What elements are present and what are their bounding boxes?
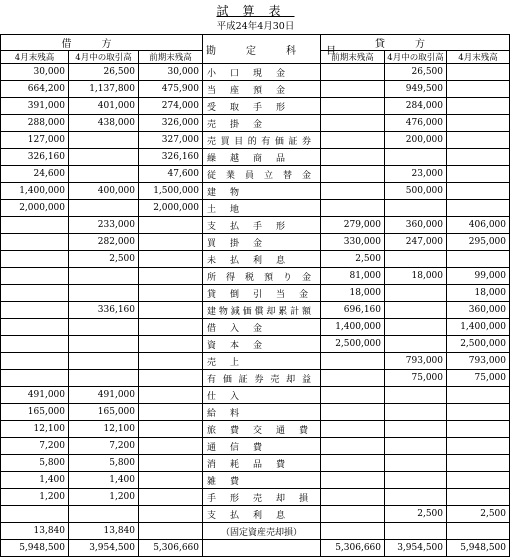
table-row bbox=[1, 81, 510, 98]
amount-cell: 284,000 bbox=[385, 98, 447, 115]
amount-cell bbox=[447, 251, 510, 268]
amount-cell: 1,400,000 bbox=[321, 319, 385, 336]
amount-cell: 81,000 bbox=[321, 268, 385, 285]
amount-cell: 1,400,000 bbox=[1, 183, 69, 200]
amount-cell: 2,000,000 bbox=[139, 200, 203, 217]
table-row bbox=[1, 438, 510, 455]
amount-cell bbox=[139, 455, 203, 472]
account-name-cell bbox=[203, 540, 321, 557]
amount-cell: 1,400,000 bbox=[447, 319, 510, 336]
account-name-cell: 繰越商品 bbox=[203, 149, 321, 166]
amount-cell: 200,000 bbox=[385, 132, 447, 149]
amount-cell: 23,000 bbox=[385, 166, 447, 183]
credit-col-header: 前期末残高 bbox=[321, 51, 385, 64]
amount-cell: 99,000 bbox=[447, 268, 510, 285]
amount-cell bbox=[1, 268, 69, 285]
amount-cell bbox=[139, 251, 203, 268]
amount-cell bbox=[321, 132, 385, 149]
amount-cell: 2,000,000 bbox=[1, 200, 69, 217]
table-row bbox=[1, 166, 510, 183]
table-row bbox=[1, 404, 510, 421]
amount-cell bbox=[385, 251, 447, 268]
amount-cell bbox=[1, 336, 69, 353]
amount-cell: 13,840 bbox=[69, 523, 139, 540]
amount-cell bbox=[321, 183, 385, 200]
table-row bbox=[1, 336, 510, 353]
amount-cell: 1,200 bbox=[1, 489, 69, 506]
account-name-cell: 受取手形 bbox=[203, 98, 321, 115]
amount-cell: 949,500 bbox=[385, 81, 447, 98]
account-name-cell: 売買目的有価証券 bbox=[203, 132, 321, 149]
amount-cell bbox=[321, 387, 385, 404]
amount-cell: 279,000 bbox=[321, 217, 385, 234]
table-row bbox=[1, 523, 510, 540]
amount-cell bbox=[69, 370, 139, 387]
amount-cell bbox=[321, 506, 385, 523]
amount-cell: 2,500,000 bbox=[447, 336, 510, 353]
amount-cell: 401,000 bbox=[69, 98, 139, 115]
account-name-cell: 通信費 bbox=[203, 438, 321, 455]
account-name-cell: 貸倒引当金 bbox=[203, 285, 321, 302]
amount-cell: 30,000 bbox=[139, 64, 203, 81]
amount-cell bbox=[321, 421, 385, 438]
amount-cell bbox=[321, 98, 385, 115]
amount-cell: 295,000 bbox=[447, 234, 510, 251]
amount-cell bbox=[139, 302, 203, 319]
amount-cell bbox=[321, 489, 385, 506]
amount-cell bbox=[385, 455, 447, 472]
amount-cell bbox=[385, 200, 447, 217]
amount-cell: 326,160 bbox=[1, 149, 69, 166]
account-name-cell: 従業員立替金 bbox=[203, 166, 321, 183]
amount-cell: 165,000 bbox=[1, 404, 69, 421]
account-name-cell: 当座預金 bbox=[203, 81, 321, 98]
amount-cell: 3,954,500 bbox=[69, 540, 139, 557]
debit-col-header: 4月中の取引高 bbox=[69, 51, 139, 64]
amount-cell: 327,000 bbox=[139, 132, 203, 149]
account-name-cell: 所得税預り金 bbox=[203, 268, 321, 285]
amount-cell: 282,000 bbox=[69, 234, 139, 251]
document-date: 平成24年4月30日 bbox=[216, 21, 295, 32]
amount-cell: 288,000 bbox=[1, 115, 69, 132]
amount-cell bbox=[1, 353, 69, 370]
account-header: 勘定科目 bbox=[203, 35, 321, 64]
amount-cell bbox=[321, 353, 385, 370]
amount-cell bbox=[447, 64, 510, 81]
amount-cell: 1,500,000 bbox=[139, 183, 203, 200]
amount-cell bbox=[447, 149, 510, 166]
amount-cell: 7,200 bbox=[1, 438, 69, 455]
amount-cell bbox=[69, 506, 139, 523]
amount-cell bbox=[1, 251, 69, 268]
amount-cell bbox=[69, 132, 139, 149]
amount-cell bbox=[447, 81, 510, 98]
amount-cell bbox=[139, 438, 203, 455]
amount-cell: 5,948,500 bbox=[1, 540, 69, 557]
amount-cell bbox=[321, 455, 385, 472]
trial-balance-table bbox=[0, 34, 510, 557]
amount-cell: 438,000 bbox=[69, 115, 139, 132]
amount-cell bbox=[69, 200, 139, 217]
amount-cell bbox=[385, 421, 447, 438]
amount-cell bbox=[1, 370, 69, 387]
amount-cell bbox=[139, 234, 203, 251]
table-row bbox=[1, 489, 510, 506]
amount-cell bbox=[1, 234, 69, 251]
document-title: 試算表 bbox=[216, 4, 295, 18]
account-name-cell: 土地 bbox=[203, 200, 321, 217]
table-row bbox=[1, 217, 510, 234]
amount-cell bbox=[321, 200, 385, 217]
table-row bbox=[1, 472, 510, 489]
account-name-cell: 支払手形 bbox=[203, 217, 321, 234]
amount-cell: 13,840 bbox=[1, 523, 69, 540]
amount-cell bbox=[139, 285, 203, 302]
amount-cell bbox=[385, 336, 447, 353]
amount-cell: 127,000 bbox=[1, 132, 69, 149]
amount-cell bbox=[1, 285, 69, 302]
account-name-cell: 支払利息 bbox=[203, 506, 321, 523]
amount-cell: 18,000 bbox=[385, 268, 447, 285]
amount-cell bbox=[385, 285, 447, 302]
table-row bbox=[1, 64, 510, 81]
amount-cell: 336,160 bbox=[69, 302, 139, 319]
amount-cell: 2,500,000 bbox=[321, 336, 385, 353]
amount-cell: 326,000 bbox=[139, 115, 203, 132]
amount-cell bbox=[447, 438, 510, 455]
amount-cell bbox=[139, 472, 203, 489]
amount-cell bbox=[447, 472, 510, 489]
amount-cell bbox=[447, 489, 510, 506]
amount-cell bbox=[385, 523, 447, 540]
amount-cell bbox=[139, 421, 203, 438]
amount-cell bbox=[139, 370, 203, 387]
amount-cell: 696,160 bbox=[321, 302, 385, 319]
amount-cell bbox=[139, 523, 203, 540]
credit-col-header: 4月末残高 bbox=[447, 51, 510, 64]
amount-cell: 1,400 bbox=[69, 472, 139, 489]
amount-cell bbox=[385, 302, 447, 319]
account-name-cell: 建物減価償却累計額 bbox=[203, 302, 321, 319]
amount-cell: 475,900 bbox=[139, 81, 203, 98]
amount-cell bbox=[447, 455, 510, 472]
table-row bbox=[1, 268, 510, 285]
amount-cell: 330,000 bbox=[321, 234, 385, 251]
amount-cell: 5,948,500 bbox=[447, 540, 510, 557]
account-name-cell: 小口現金 bbox=[203, 64, 321, 81]
amount-cell: 5,800 bbox=[69, 455, 139, 472]
amount-cell bbox=[139, 489, 203, 506]
amount-cell: 2,500 bbox=[385, 506, 447, 523]
amount-cell bbox=[1, 217, 69, 234]
amount-cell bbox=[321, 115, 385, 132]
table-row bbox=[1, 302, 510, 319]
table-row bbox=[1, 506, 510, 523]
account-name-cell: 借入金 bbox=[203, 319, 321, 336]
amount-cell bbox=[385, 489, 447, 506]
amount-cell: 2,500 bbox=[69, 251, 139, 268]
table-row bbox=[1, 115, 510, 132]
amount-cell: 1,200 bbox=[69, 489, 139, 506]
amount-cell bbox=[385, 319, 447, 336]
table-row bbox=[1, 285, 510, 302]
amount-cell: 400,000 bbox=[69, 183, 139, 200]
amount-cell bbox=[447, 523, 510, 540]
amount-cell bbox=[1, 506, 69, 523]
amount-cell bbox=[321, 472, 385, 489]
amount-cell bbox=[321, 166, 385, 183]
amount-cell bbox=[139, 319, 203, 336]
amount-cell: 47,600 bbox=[139, 166, 203, 183]
amount-cell bbox=[447, 183, 510, 200]
amount-cell bbox=[447, 421, 510, 438]
amount-cell: 75,000 bbox=[447, 370, 510, 387]
amount-cell bbox=[139, 387, 203, 404]
account-name-cell: 買掛金 bbox=[203, 234, 321, 251]
table-row bbox=[1, 98, 510, 115]
amount-cell: 326,160 bbox=[139, 149, 203, 166]
amount-cell: 26,500 bbox=[69, 64, 139, 81]
account-name-cell: 消耗品費 bbox=[203, 455, 321, 472]
amount-cell bbox=[139, 268, 203, 285]
account-name-cell: 旅費交通費 bbox=[203, 421, 321, 438]
amount-cell: 406,000 bbox=[447, 217, 510, 234]
table-row bbox=[1, 455, 510, 472]
amount-cell: 30,000 bbox=[1, 64, 69, 81]
table-row bbox=[1, 387, 510, 404]
amount-cell: 1,400 bbox=[1, 472, 69, 489]
amount-cell bbox=[321, 438, 385, 455]
amount-cell: 360,000 bbox=[385, 217, 447, 234]
amount-cell bbox=[139, 404, 203, 421]
amount-cell: 5,306,660 bbox=[139, 540, 203, 557]
amount-cell bbox=[139, 217, 203, 234]
amount-cell bbox=[321, 81, 385, 98]
amount-cell: 274,000 bbox=[139, 98, 203, 115]
amount-cell bbox=[139, 506, 203, 523]
amount-cell bbox=[321, 404, 385, 421]
amount-cell: 18,000 bbox=[447, 285, 510, 302]
amount-cell: 5,306,660 bbox=[321, 540, 385, 557]
amount-cell bbox=[447, 98, 510, 115]
table-row bbox=[1, 132, 510, 149]
amount-cell: 247,000 bbox=[385, 234, 447, 251]
amount-cell bbox=[447, 132, 510, 149]
amount-cell bbox=[69, 285, 139, 302]
account-name-cell: 雑費 bbox=[203, 472, 321, 489]
amount-cell bbox=[69, 268, 139, 285]
amount-cell: 26,500 bbox=[385, 64, 447, 81]
amount-cell bbox=[1, 302, 69, 319]
amount-cell bbox=[69, 336, 139, 353]
amount-cell bbox=[69, 166, 139, 183]
amount-cell: 3,954,500 bbox=[385, 540, 447, 557]
account-name-cell: 未払利息 bbox=[203, 251, 321, 268]
table-row bbox=[1, 200, 510, 217]
debit-col-header: 4月末残高 bbox=[1, 51, 69, 64]
debit-header: 借方 bbox=[1, 35, 203, 51]
amount-cell bbox=[385, 472, 447, 489]
amount-cell: 360,000 bbox=[447, 302, 510, 319]
debit-col-header: 前期末残高 bbox=[139, 51, 203, 64]
account-name-cell: 手形売却損 bbox=[203, 489, 321, 506]
amount-cell bbox=[321, 149, 385, 166]
table-row bbox=[1, 421, 510, 438]
amount-cell: 391,000 bbox=[1, 98, 69, 115]
amount-cell: 18,000 bbox=[321, 285, 385, 302]
amount-cell bbox=[139, 336, 203, 353]
amount-cell bbox=[69, 353, 139, 370]
credit-col-header: 4月中の取引高 bbox=[385, 51, 447, 64]
amount-cell bbox=[69, 319, 139, 336]
amount-cell: 7,200 bbox=[69, 438, 139, 455]
amount-cell bbox=[447, 115, 510, 132]
table-row bbox=[1, 353, 510, 370]
amount-cell: 165,000 bbox=[69, 404, 139, 421]
amount-cell: 2,500 bbox=[447, 506, 510, 523]
amount-cell: 24,600 bbox=[1, 166, 69, 183]
amount-cell: 793,000 bbox=[385, 353, 447, 370]
account-name-cell: 売上 bbox=[203, 353, 321, 370]
amount-cell: 12,100 bbox=[69, 421, 139, 438]
amount-cell: 1,137,800 bbox=[69, 81, 139, 98]
amount-cell bbox=[321, 370, 385, 387]
amount-cell bbox=[385, 404, 447, 421]
account-name-cell: 資本金 bbox=[203, 336, 321, 353]
amount-cell bbox=[447, 200, 510, 217]
amount-cell bbox=[1, 319, 69, 336]
table-row bbox=[1, 251, 510, 268]
credit-header: 貸方 bbox=[321, 35, 510, 51]
amount-cell: 664,200 bbox=[1, 81, 69, 98]
amount-cell bbox=[385, 438, 447, 455]
account-name-cell: （固定資産売却損） bbox=[203, 523, 321, 540]
account-name-cell: 給料 bbox=[203, 404, 321, 421]
account-name-cell: 仕入 bbox=[203, 387, 321, 404]
amount-cell: 2,500 bbox=[321, 251, 385, 268]
amount-cell: 500,000 bbox=[385, 183, 447, 200]
account-name-cell: 建物 bbox=[203, 183, 321, 200]
amount-cell bbox=[447, 404, 510, 421]
amount-cell: 12,100 bbox=[1, 421, 69, 438]
amount-cell bbox=[385, 149, 447, 166]
amount-cell: 233,000 bbox=[69, 217, 139, 234]
table-row bbox=[1, 234, 510, 251]
amount-cell bbox=[69, 149, 139, 166]
table-row bbox=[1, 319, 510, 336]
account-name-cell: 売掛金 bbox=[203, 115, 321, 132]
amount-cell bbox=[385, 387, 447, 404]
table-row bbox=[1, 183, 510, 200]
amount-cell: 491,000 bbox=[1, 387, 69, 404]
amount-cell: 476,000 bbox=[385, 115, 447, 132]
table-row bbox=[1, 149, 510, 166]
table-row bbox=[1, 370, 510, 387]
amount-cell bbox=[321, 523, 385, 540]
account-name-cell: 有価証券売却益 bbox=[203, 370, 321, 387]
amount-cell bbox=[321, 64, 385, 81]
amount-cell: 793,000 bbox=[447, 353, 510, 370]
amount-cell: 491,000 bbox=[69, 387, 139, 404]
total-row bbox=[1, 540, 510, 557]
amount-cell: 75,000 bbox=[385, 370, 447, 387]
amount-cell bbox=[447, 387, 510, 404]
amount-cell bbox=[139, 353, 203, 370]
amount-cell: 5,800 bbox=[1, 455, 69, 472]
amount-cell bbox=[447, 166, 510, 183]
